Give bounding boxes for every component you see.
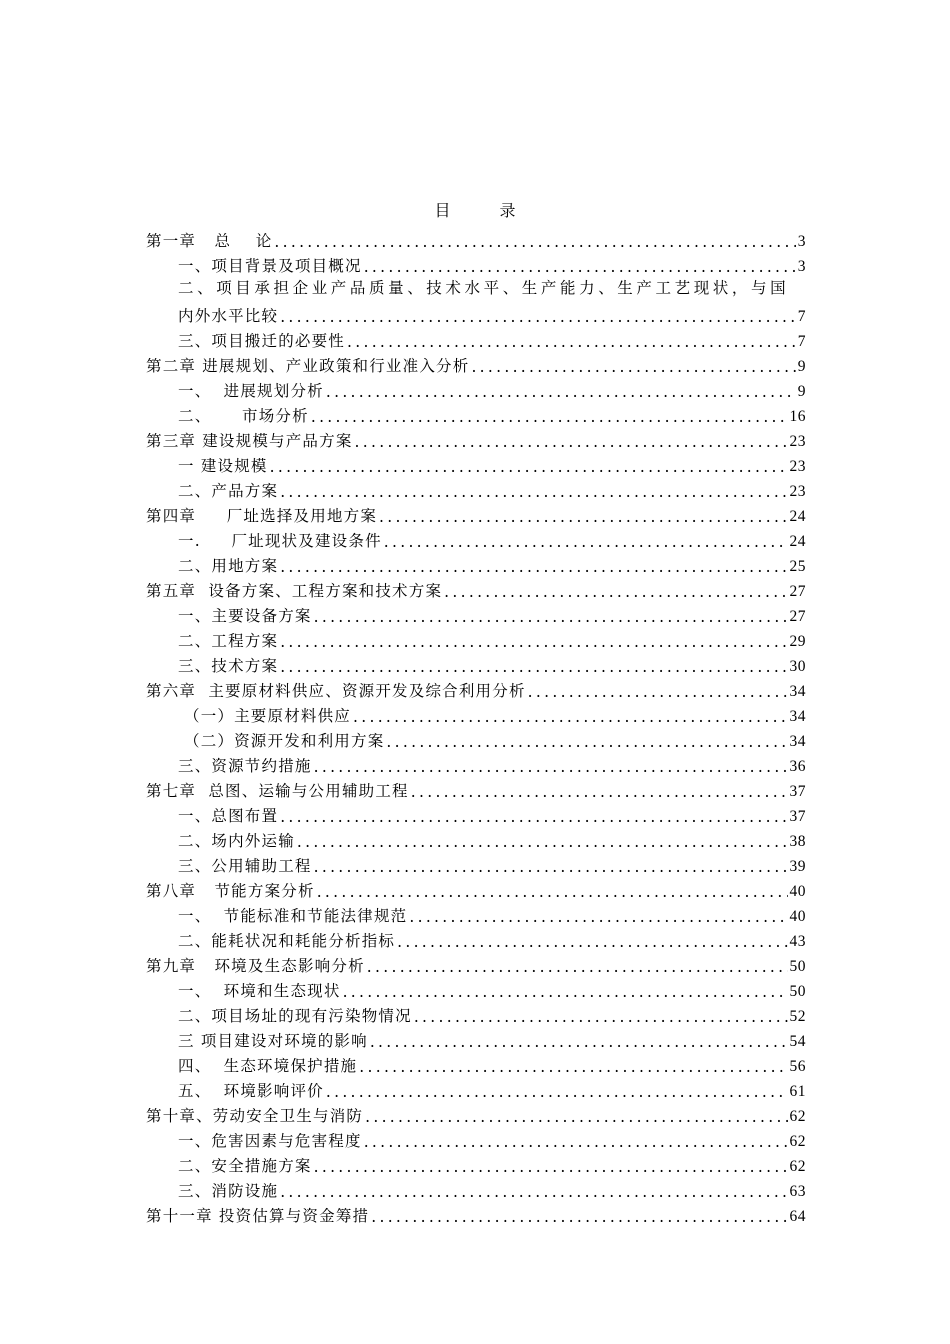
- toc-leader-dots: [326, 1083, 788, 1101]
- toc-title: 目 录: [434, 201, 538, 220]
- toc-chapter-entry[interactable]: [146, 1201, 806, 1226]
- toc-leader-dots: [343, 983, 788, 1001]
- toc-section-entry[interactable]: [146, 1176, 806, 1201]
- toc-leader-dots: [314, 858, 788, 876]
- toc-chapter-entry[interactable]: [146, 876, 806, 901]
- toc-page-number: 23: [789, 483, 806, 500]
- toc-leader-dots: [528, 683, 788, 701]
- toc-leader-dots: [317, 883, 788, 901]
- toc-entry-label: 三、消防设施: [178, 1182, 279, 1200]
- toc-section-entry[interactable]: [146, 526, 806, 551]
- toc-entry-label: 二、能耗状况和耗能分析指标: [178, 932, 396, 950]
- toc-entry-label: （一）主要原材料供应: [184, 707, 352, 725]
- toc-entry-label: 二、工程方案: [178, 632, 279, 650]
- toc-section-entry[interactable]: [146, 251, 806, 276]
- toc-section-entry[interactable]: [146, 626, 806, 651]
- toc-page-number: 27: [789, 608, 806, 625]
- table-of-contents: [146, 226, 806, 1226]
- toc-leader-dots: [326, 383, 796, 401]
- toc-entry-label: 一、危害因素与危害程度: [178, 1132, 362, 1150]
- toc-section-entry[interactable]: [146, 701, 806, 726]
- toc-section-entry[interactable]: [146, 451, 806, 476]
- toc-entry-label: 三 项目建设对环境的影响: [178, 1032, 368, 1050]
- toc-page-number: 34: [789, 733, 806, 750]
- toc-page-number: 43: [789, 933, 806, 950]
- toc-chapter-entry[interactable]: [146, 351, 806, 376]
- toc-entry-label: 二、项目承担企业产品质量、技术水平、生产能力、生产工艺现状，与国: [178, 279, 790, 297]
- toc-leader-dots: [297, 833, 788, 851]
- toc-leader-dots: [384, 533, 788, 551]
- toc-page-number: 24: [789, 533, 806, 550]
- toc-section-entry[interactable]: [146, 651, 806, 676]
- toc-page-number: 40: [789, 883, 806, 900]
- toc-entry-label: 五、 环境影响评价: [178, 1082, 324, 1100]
- toc-page-number: 56: [789, 1058, 806, 1075]
- toc-leader-dots: [311, 408, 788, 426]
- toc-page-number: 61: [789, 1083, 806, 1100]
- toc-leader-dots: [353, 708, 787, 726]
- toc-entry-label: 第八章 节能方案分析: [146, 882, 315, 900]
- toc-entry-label: 第六章 主要原材料供应、资源开发及综合利用分析: [146, 682, 526, 700]
- toc-section-entry[interactable]: [146, 826, 806, 851]
- toc-page-number: 29: [789, 633, 806, 650]
- toc-entry-label: 第五章 设备方案、工程方案和技术方案: [146, 582, 443, 600]
- toc-entry-label: 第四章 厂址选择及用地方案: [146, 507, 378, 525]
- toc-entry-label: 一、 节能标准和节能法律规范: [178, 907, 408, 925]
- toc-entry-label: 一、 环境和生态现状: [178, 982, 341, 1000]
- toc-leader-dots: [280, 483, 787, 501]
- toc-section-entry[interactable]: [146, 726, 806, 751]
- toc-page-number: 34: [789, 683, 806, 700]
- toc-page-number: 62: [789, 1133, 806, 1150]
- toc-page-number: 30: [789, 658, 806, 675]
- toc-section-entry[interactable]: [146, 376, 806, 401]
- toc-leader-dots: [367, 958, 788, 976]
- toc-page-number: 50: [789, 958, 806, 975]
- toc-entry-label: 二、场内外运输: [178, 832, 295, 850]
- toc-chapter-entry[interactable]: [146, 676, 806, 701]
- toc-page-number: 40: [789, 908, 806, 925]
- toc-page-number: 62: [789, 1108, 806, 1125]
- toc-leader-dots: [270, 458, 788, 476]
- toc-entry-label: 二、 市场分析: [178, 407, 309, 425]
- toc-leader-dots: [397, 933, 787, 951]
- toc-section-entry[interactable]: [146, 976, 806, 1001]
- toc-page-number: 16: [789, 408, 806, 425]
- toc-leader-dots: [280, 558, 787, 576]
- toc-entry-label: 三、资源节约措施: [178, 757, 312, 775]
- toc-page-number: 25: [789, 558, 806, 575]
- toc-section-entry[interactable]: [146, 1151, 806, 1176]
- toc-page-number: 27: [789, 583, 806, 600]
- toc-entry-label: 二、安全措施方案: [178, 1157, 312, 1175]
- toc-chapter-entry[interactable]: [146, 1101, 806, 1126]
- toc-page-number: 54: [789, 1033, 806, 1050]
- toc-section-entry[interactable]: [146, 476, 806, 501]
- toc-page-number: 3: [797, 233, 806, 250]
- toc-entry-label: 二、项目场址的现有污染物情况: [178, 1007, 412, 1025]
- toc-page-number: 7: [797, 333, 806, 350]
- toc-chapter-entry[interactable]: [146, 576, 806, 601]
- toc-entry-label: 第九章 环境及生态影响分析: [146, 957, 365, 975]
- toc-leader-dots: [314, 608, 788, 626]
- toc-section-entry[interactable]: [146, 601, 806, 626]
- toc-entry-label: 第十一章 投资估算与资金筹措: [146, 1207, 370, 1225]
- toc-entry-label: 一、总图布置: [178, 807, 279, 825]
- toc-entry-label: 二、用地方案: [178, 557, 279, 575]
- toc-section-entry[interactable]: [146, 551, 806, 576]
- toc-leader-dots: [314, 1158, 788, 1176]
- toc-leader-dots: [364, 258, 796, 276]
- toc-entry-continuation[interactable]: [146, 301, 806, 326]
- toc-entry-label: （二）资源开发和利用方案: [184, 732, 385, 750]
- toc-chapter-entry[interactable]: [146, 226, 806, 251]
- toc-chapter-entry[interactable]: [146, 951, 806, 976]
- toc-entry-label: 一、主要设备方案: [178, 607, 312, 625]
- toc-entry-label: 四、 生态环境保护措施: [178, 1057, 358, 1075]
- toc-leader-dots: [411, 783, 788, 801]
- toc-page-number: 23: [789, 433, 806, 450]
- toc-page-number: 36: [789, 758, 806, 775]
- toc-leader-dots: [314, 758, 788, 776]
- toc-leader-dots: [355, 433, 788, 451]
- toc-leader-dots: [364, 1133, 788, 1151]
- toc-entry-label: 第二章 进展规划、产业政策和行业准入分析: [146, 357, 470, 375]
- toc-entry-label: 二、产品方案: [178, 482, 279, 500]
- toc-page-number: 50: [789, 983, 806, 1000]
- toc-leader-dots: [359, 1058, 787, 1076]
- toc-section-entry[interactable]: [146, 401, 806, 426]
- toc-leader-dots: [444, 583, 787, 601]
- toc-section-entry[interactable]: [146, 1026, 806, 1051]
- toc-leader-dots: [280, 308, 796, 326]
- toc-section-entry[interactable]: [146, 1051, 806, 1076]
- toc-leader-dots: [347, 333, 796, 351]
- toc-section-entry[interactable]: [146, 1001, 806, 1026]
- toc-page-number: 9: [797, 358, 806, 375]
- toc-page-number: 37: [789, 808, 806, 825]
- toc-chapter-entry[interactable]: [146, 776, 806, 801]
- toc-leader-dots: [280, 808, 787, 826]
- toc-page-number: 39: [789, 858, 806, 875]
- toc-leader-dots: [280, 658, 787, 676]
- toc-entry-label: 一、项目背景及项目概况: [178, 257, 362, 275]
- toc-entry-label: 三、公用辅助工程: [178, 857, 312, 875]
- toc-entry-label: 内外水平比较: [178, 307, 279, 325]
- toc-leader-dots: [370, 1033, 788, 1051]
- toc-leader-dots: [280, 1183, 787, 1201]
- toc-section-entry[interactable]: [146, 751, 806, 776]
- toc-page-number: 63: [789, 1183, 806, 1200]
- toc-page-number: 38: [789, 833, 806, 850]
- toc-section-entry[interactable]: [146, 326, 806, 351]
- toc-leader-dots: [409, 908, 787, 926]
- toc-leader-dots: [414, 1008, 788, 1026]
- toc-leader-dots: [274, 233, 795, 251]
- toc-entry-label: 第三章 建设规模与产品方案: [146, 432, 353, 450]
- toc-leader-dots: [280, 633, 787, 651]
- toc-entry-label: 第七章 总图、运输与公用辅助工程: [146, 782, 409, 800]
- toc-section-entry[interactable]: [146, 801, 806, 826]
- toc-leader-dots: [379, 508, 787, 526]
- toc-leader-dots: [365, 1108, 787, 1126]
- toc-page-number: 7: [797, 308, 806, 325]
- toc-section-entry[interactable]: [146, 851, 806, 876]
- toc-section-entry[interactable]: [146, 1126, 806, 1151]
- toc-page-number: 62: [789, 1158, 806, 1175]
- toc-entry-label: 一、 进展规划分析: [178, 382, 324, 400]
- toc-page-number: 52: [789, 1008, 806, 1025]
- toc-entry-label: 三、技术方案: [178, 657, 279, 675]
- toc-section-entry[interactable]: [146, 901, 806, 926]
- toc-entry-label: 一. 厂址现状及建设条件: [178, 532, 382, 550]
- toc-chapter-entry[interactable]: [146, 426, 806, 451]
- toc-page-number: 9: [797, 383, 806, 400]
- toc-page-number: 23: [789, 458, 806, 475]
- toc-chapter-entry[interactable]: [146, 501, 806, 526]
- toc-entry-label: 三、项目搬迁的必要性: [178, 332, 346, 350]
- toc-leader-dots: [386, 733, 787, 751]
- toc-leader-dots: [371, 1208, 787, 1226]
- toc-entry[interactable]: [146, 276, 806, 301]
- toc-entry-label: 一 建设规模: [178, 457, 268, 475]
- toc-entry-label: 第一章 总 论: [146, 232, 273, 250]
- toc-entry-label: 第十章、劳动安全卫生与消防: [146, 1107, 364, 1125]
- toc-page-number: 37: [789, 783, 806, 800]
- toc-leader-dots: [471, 358, 795, 376]
- toc-page-number: 34: [789, 708, 806, 725]
- toc-page-number: 3: [797, 258, 806, 275]
- toc-section-entry[interactable]: [146, 926, 806, 951]
- toc-page-number: 24: [789, 508, 806, 525]
- toc-page-number: 64: [789, 1208, 806, 1225]
- toc-section-entry[interactable]: [146, 1076, 806, 1101]
